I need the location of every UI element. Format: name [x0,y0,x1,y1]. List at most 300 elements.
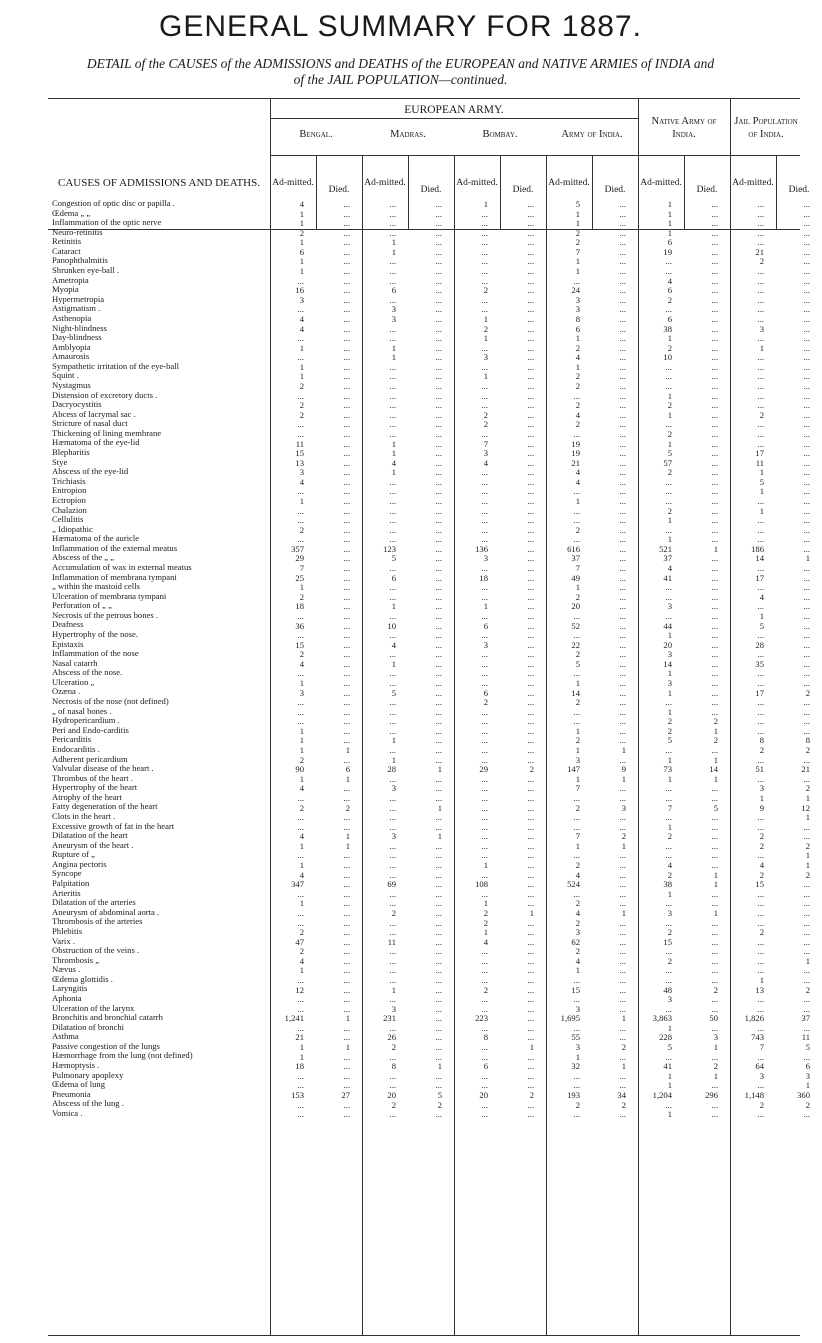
table-cell: 26 [387,1032,396,1043]
table-cell: 13 [295,457,304,468]
table-cell: ... [389,812,396,823]
table-cell: 1 [805,792,810,803]
table-cell: ... [297,534,304,545]
table-cell: ... [665,965,672,976]
table-cell: 2 [299,946,304,957]
table-cell: ... [389,409,396,420]
table-cell: 2 [437,1099,442,1110]
table-cell: ... [527,974,534,985]
table-cell: ... [665,946,672,957]
table-cell: 1 [299,725,304,736]
table-cell: ... [527,371,534,382]
table-cell: 64 [755,1061,764,1072]
table-cell: ... [665,697,672,708]
table-cell: 20 [387,1089,396,1100]
table-cell: 3 [759,1070,764,1081]
table-cell: ... [435,534,442,545]
bombay-header: Bombay. [482,129,518,140]
table-cell: 1 [345,1042,350,1053]
cause-label: Atrophy of the heart [52,791,122,802]
cause-label: Trichiasis [52,475,86,486]
cause-label: Hæmatoma of the auricle [52,533,140,544]
table-cell: ... [389,390,396,401]
table-cell: ... [711,313,718,324]
table-cell: ... [389,869,396,880]
table-cell: ... [573,610,580,621]
table-cell: ... [619,974,626,985]
cause-label: Necrosis of the petrous bones . [52,609,158,620]
admitted-header: Ad-mitted. [732,178,774,188]
table-cell: ... [803,266,810,277]
table-cell: ... [343,438,350,449]
table-row [52,1023,270,1033]
table-cell: 2 [575,860,580,871]
cause-label: Pneumonia [52,1088,91,1099]
table-cell: ... [619,333,626,344]
table-cell: ... [527,917,534,928]
table-cell: ... [619,563,626,574]
table-cell: ... [803,1022,810,1033]
table-cell: ... [619,400,626,411]
table-cell: ... [527,783,534,794]
table-cell: ... [803,352,810,363]
table-cell: ... [619,1109,626,1120]
table-cell: ... [711,888,718,899]
table-cell: ... [435,1022,442,1033]
table-cell: 1 [391,735,396,746]
table-cell: ... [527,668,534,679]
table-cell: ... [435,668,442,679]
table-cell: 1 [759,342,764,353]
table-cell: 2 [575,802,580,813]
cause-label: Pulmonary apoplexy [52,1069,124,1080]
table-cell: ... [481,745,488,756]
table-cell: 41 [663,1061,672,1072]
table-cell: ... [757,294,764,305]
table-cell: ... [573,534,580,545]
table-cell: 1 [713,1070,718,1081]
table-cell: ... [619,285,626,296]
table-cell: ... [573,486,580,497]
table-cell: ... [619,725,626,736]
table-cell: ... [343,563,350,574]
table-row [52,448,270,458]
table-cell: ... [435,1080,442,1091]
table-cell: ... [527,524,534,535]
table-cell: ... [619,984,626,995]
table-cell: ... [803,649,810,660]
table-cell: 1 [299,840,304,851]
table-cell: ... [389,1109,396,1120]
table-cell: 14 [755,553,764,564]
table-cell: ... [711,505,718,516]
cause-label: Ulceration of the larynx [52,1002,135,1013]
table-cell: 2 [483,917,488,928]
table-cell: ... [803,821,810,832]
cause-label: Chalazion [52,504,87,515]
table-cell: ... [343,601,350,612]
table-cell: ... [297,706,304,717]
table-cell: ... [757,218,764,229]
table-cell: 4 [299,831,304,842]
cause-label: Entropion [52,485,87,496]
table-cell: ... [435,294,442,305]
table-cell: 521 [659,543,672,554]
table-cell: 2 [759,256,764,267]
table-cell: 743 [751,1032,764,1043]
table-cell: ... [757,390,764,401]
table-cell: ... [435,419,442,430]
table-cell: 37 [663,553,672,564]
table-cell: ... [757,199,764,209]
table-cell: 19 [571,448,580,459]
table-cell: ... [711,1109,718,1120]
table-cell: ... [711,601,718,612]
table-cell: 1 [391,754,396,765]
table-cell: ... [757,1051,764,1062]
table-cell: 3 [483,639,488,650]
rule [454,155,455,1335]
table-cell: ... [435,486,442,497]
table-cell: ... [573,1109,580,1120]
cause-label: Syncope [52,868,82,879]
table-cell: 1 [713,773,718,784]
table-cell: ... [481,716,488,727]
table-cell: 6 [299,246,304,257]
table-cell: ... [527,639,534,650]
table-cell: ... [803,994,810,1005]
table-cell: 2 [667,927,672,938]
table-cell: 1 [483,371,488,382]
table-cell: 1 [483,333,488,344]
table-cell: 1 [299,898,304,909]
table-cell: ... [481,869,488,880]
table-cell: ... [757,716,764,727]
table-cell: 3 [483,553,488,564]
table-cell: ... [481,361,488,372]
cause-label: Peri and Endo-carditis [52,724,129,735]
table-cell: 2 [621,1042,626,1053]
table-cell: ... [481,266,488,277]
table-cell: ... [481,792,488,803]
table-cell: ... [803,227,810,238]
table-cell: 55 [571,1032,580,1043]
table-cell: ... [389,515,396,526]
table-cell: 37 [571,553,580,564]
rule [638,99,639,1335]
table-cell: ... [389,400,396,411]
table-cell: ... [389,1051,396,1062]
table-cell: ... [435,381,442,392]
table-cell: ... [711,304,718,315]
table-cell: ... [527,735,534,746]
table-cell: 2 [667,725,672,736]
table-cell: ... [297,812,304,823]
cause-label: Aneurysm of the heart . [52,839,134,850]
table-cell: ... [343,1032,350,1043]
table-cell: 2 [575,371,580,382]
table-cell: ... [527,1099,534,1110]
table-cell: 1 [299,266,304,277]
table-cell: 5 [759,620,764,631]
table-cell: ... [527,946,534,957]
table-cell: ... [481,467,488,478]
table-cell: ... [757,495,764,506]
table-cell: 9 [621,764,626,775]
table-cell: 27 [341,1089,350,1100]
table-cell: 6 [391,285,396,296]
table-cell: ... [619,879,626,890]
table-cell: 2 [759,1099,764,1110]
table-cell: ... [711,792,718,803]
table-cell: ... [803,409,810,420]
table-cell: ... [803,390,810,401]
table-cell: 1 [345,840,350,851]
table-cell: ... [803,572,810,583]
table-cell: ... [389,888,396,899]
table-cell: ... [711,974,718,985]
table-cell: ... [481,773,488,784]
table-cell: ... [343,610,350,621]
table-cell: 1 [575,725,580,736]
cause-label: Stricture of nasal duct [52,418,128,429]
table-cell: ... [435,438,442,449]
table-cell: 6 [575,323,580,334]
table-cell: ... [711,649,718,660]
table-cell: 1 [299,735,304,746]
table-cell: 38 [663,879,672,890]
cause-label: Ulceration of membrana tympani [52,590,167,601]
native-army-header: Native Army of India. [651,116,717,141]
table-cell: ... [481,754,488,765]
cause-label: Inflammation of the nose [52,648,139,659]
table-cell: 29 [295,553,304,564]
table-cell: 1 [805,860,810,871]
table-cell: 4 [391,639,396,650]
table-cell: ... [527,927,534,938]
table-cell: 12 [801,802,810,813]
table-cell: ... [803,208,810,219]
table-cell: ... [389,898,396,909]
table-cell: ... [527,1013,534,1024]
table-cell: ... [481,227,488,238]
table-cell: 1 [299,1042,304,1053]
table-cell: 6 [483,687,488,698]
table-cell: 2 [759,840,764,851]
table-cell: 1 [299,745,304,756]
table-cell: ... [619,888,626,899]
table-cell: 1 [299,237,304,248]
table-cell: ... [527,275,534,286]
cause-label: Shrunken eye-ball . [52,265,120,276]
table-cell: ... [757,361,764,372]
died-header: Died. [512,185,534,195]
table-cell: ... [711,524,718,535]
table-cell: ... [527,601,534,612]
table-cell: ... [389,773,396,784]
table-cell: ... [711,1099,718,1110]
table-cell: ... [757,524,764,535]
cause-label: Dilatation of the arteries [52,897,136,908]
rule [546,155,547,1335]
table-cell: ... [343,199,350,209]
table-cell: ... [803,917,810,928]
table-cell: ... [389,994,396,1005]
table-cell: ... [297,792,304,803]
cause-label: Abscess of the „ „ [52,552,115,563]
table-cell: 1 [575,266,580,277]
table-cell: ... [757,898,764,909]
table-cell: ... [711,352,718,363]
table-cell: ... [711,563,718,574]
table-cell: 2 [299,649,304,660]
table-cell: 2 [667,831,672,842]
table-cell: ... [435,1013,442,1024]
table-cell: 3 [575,754,580,765]
cause-label: Asthenopia [52,312,92,323]
table-cell: ... [389,927,396,938]
table-cell: 2 [713,716,718,727]
table-cell: ... [711,323,718,334]
table-cell: ... [435,428,442,439]
table-cell: 3 [667,601,672,612]
table-cell: ... [343,821,350,832]
table-cell: ... [803,400,810,411]
table-cell: ... [343,448,350,459]
table-cell: ... [711,745,718,756]
table-cell: ... [711,256,718,267]
table-cell: ... [619,275,626,286]
table-cell: ... [527,745,534,756]
table-cell: 1 [575,840,580,851]
cause-label: Night-blindness [52,322,107,333]
table-cell: ... [757,812,764,823]
cause-label: Nævus . [52,964,81,975]
table-cell: 1 [805,850,810,861]
table-cell: ... [527,840,534,851]
table-cell: ... [803,630,810,641]
table-cell: 14 [709,764,718,775]
table-cell: 18 [295,601,304,612]
table-cell: 1 [299,208,304,219]
cause-label: Cataract [52,245,81,256]
table-cell: ... [389,256,396,267]
table-cell: 2 [575,524,580,535]
table-row [52,630,270,640]
table-cell: ... [435,524,442,535]
table-cell: ... [711,294,718,305]
died-header: Died. [788,185,810,195]
table-cell: ... [711,630,718,641]
table-cell: 49 [571,572,580,583]
table-cell: 1 [575,678,580,688]
table-cell: ... [481,428,488,439]
table-cell: ... [803,936,810,947]
table-cell: ... [619,898,626,909]
table-cell: ... [757,438,764,449]
table-cell: ... [803,419,810,430]
table-cell: ... [803,515,810,526]
table-cell: 5 [805,1042,810,1053]
table-cell: 3 [713,1032,718,1043]
table-cell: ... [297,850,304,861]
table-cell: ... [711,994,718,1005]
table-cell: ... [481,706,488,717]
table-cell: 7 [575,831,580,842]
table-cell: 1 [575,361,580,372]
cause-label: Dacryocystitis [52,399,102,410]
table-cell: 3 [391,783,396,794]
table-cell: 1 [575,1051,580,1062]
table-cell: 1 [345,831,350,842]
table-cell: 231 [383,1013,396,1024]
table-cell: ... [803,371,810,382]
table-cell: ... [757,285,764,296]
table-cell: ... [389,419,396,430]
table-cell: 3 [299,687,304,698]
table-cell: ... [573,1070,580,1081]
cause-label: Œdema „ „ [52,207,91,218]
table-cell: ... [527,505,534,516]
table-cell: ... [711,361,718,372]
table-cell: ... [527,879,534,890]
table-cell: ... [343,630,350,641]
table-row [52,956,270,966]
table-cell: ... [527,543,534,554]
table-cell: ... [803,448,810,459]
table-cell: 5 [667,1042,672,1053]
table-cell: ... [527,390,534,401]
table-cell: 1 [483,860,488,871]
table-cell: ... [481,678,488,688]
table-cell: ... [803,1051,810,1062]
cause-label: Arteritis [52,887,81,898]
table-cell: 3 [575,1042,580,1053]
table-cell: 1 [391,467,396,478]
table-cell: 4 [575,467,580,478]
table-cell: ... [297,333,304,344]
table-cell: 1 [575,965,580,976]
admitted-header: Ad-mitted. [272,178,314,188]
table-cell: ... [527,850,534,861]
table-cell: ... [803,199,810,209]
table-cell: ... [343,572,350,583]
rule [362,155,363,1335]
cause-label: Varix . [52,935,75,946]
table-cell: ... [711,438,718,449]
table-cell: ... [711,476,718,487]
table-cell: 15 [571,984,580,995]
table-cell: 15 [755,879,764,890]
table-cell: 4 [483,936,488,947]
cause-label: Inflammation of the external meatus [52,542,178,553]
table-cell: 7 [575,783,580,794]
table-cell: 123 [383,543,396,554]
table-cell: ... [343,227,350,238]
table-cell: 4 [299,783,304,794]
table-cell: ... [757,227,764,238]
table-cell: ... [297,1109,304,1120]
table-row [52,228,270,238]
table-cell: 9 [759,802,764,813]
table-cell: ... [619,783,626,794]
table-cell: ... [803,543,810,554]
table-row [52,362,270,372]
table-cell: ... [527,965,534,976]
table-cell: ... [435,572,442,583]
table-row [52,879,270,889]
table-cell: ... [481,668,488,679]
